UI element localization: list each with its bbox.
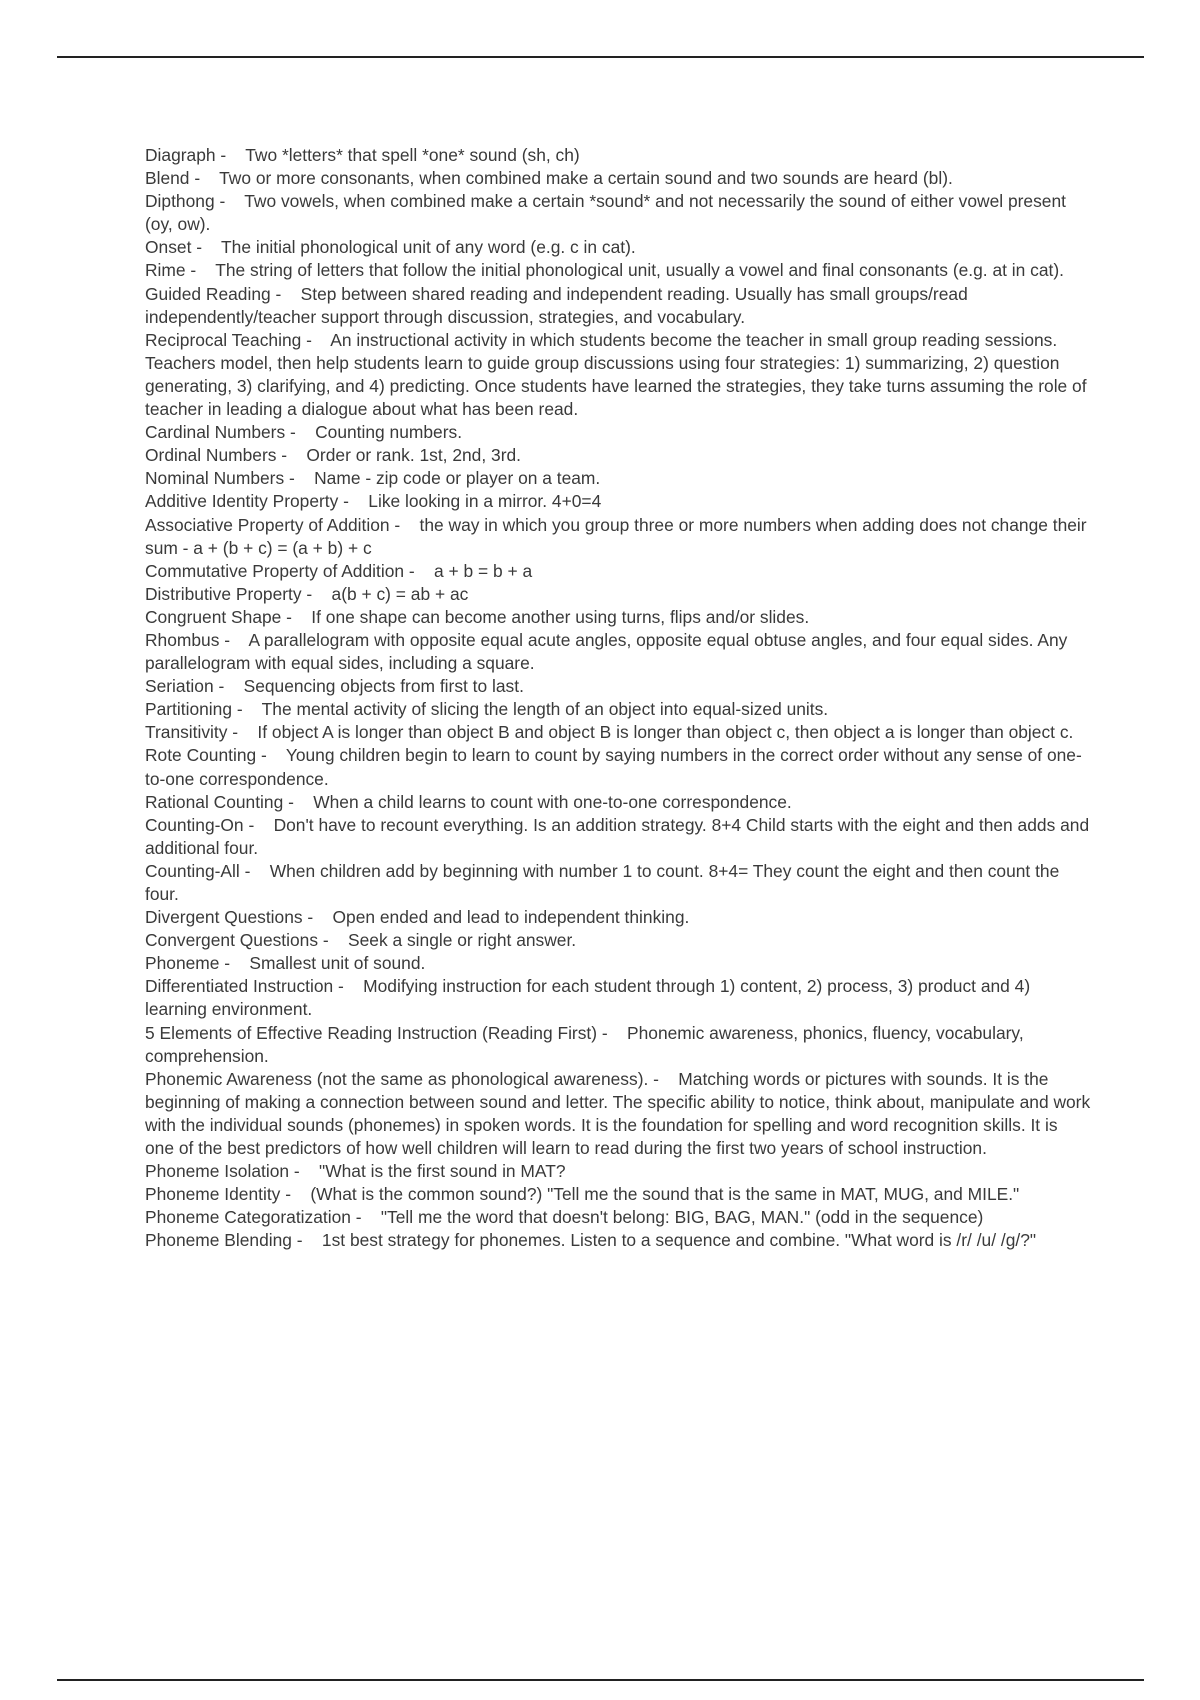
entry-separator: -	[291, 1230, 322, 1251]
glossary-entry	[145, 583, 1091, 606]
glossary-entry	[145, 490, 1091, 513]
entry-definition: a(b + c) = ab + ac	[331, 583, 469, 604]
glossary-entry	[145, 421, 1091, 444]
entry-term: Blend	[145, 168, 190, 189]
entry-term: Rote Counting	[145, 745, 257, 766]
glossary-entry	[145, 1206, 1091, 1229]
entry-definition: Don't have to recount everything. Is an addition strategy. 8+4 Child starts with the eight and then adds and additional four.	[145, 814, 1090, 858]
entry-separator: -	[338, 491, 369, 512]
entry-separator: -	[214, 191, 245, 212]
entry-separator: -	[350, 1207, 381, 1228]
entry-separator: -	[243, 814, 274, 835]
entry-term: Counting-On	[145, 814, 244, 835]
entry-separator: -	[219, 629, 249, 650]
entry-definition: The mental activity of slicing the length of an object into equal-sized units.	[261, 699, 829, 720]
entry-term: Seriation	[145, 676, 214, 697]
entry-separator: -	[256, 745, 286, 766]
entry-definition: A parallelogram with opposite equal acute angles, opposite equal obtuse angles, and four equal sides. Any parallelogram with equal sides, including a square.	[145, 629, 1068, 674]
entry-definition: Phonemic awareness, phonics, fluency, vocabulary, comprehension.	[145, 1022, 1024, 1066]
entry-separator: -	[213, 676, 244, 697]
entry-separator: -	[333, 976, 364, 997]
entry-term: Reciprocal Teaching	[145, 329, 302, 350]
entry-definition: When children add by beginning with number 1 to count. 8+4= They count the eight and then count the four.	[145, 860, 1060, 904]
entry-term: Phoneme Identity	[145, 1184, 281, 1205]
glossary-entry	[145, 952, 1091, 975]
entry-term: Additive Identity Property	[145, 491, 339, 512]
entry-term: Rational Counting	[145, 791, 284, 812]
entry-term: Distributive Property	[145, 583, 302, 604]
entry-definition: Step between shared reading and independent reading. Usually has small groups/read independently/teacher support through discussion, strategies, and vocabulary.	[145, 283, 968, 327]
entry-term: Diagraph	[145, 145, 216, 165]
entry-definition: The string of letters that follow the initial phonological unit, usually a vowel and final consonants (e.g. at in cat).	[215, 260, 1064, 281]
entry-definition: Seek a single or right answer.	[348, 930, 577, 951]
entry-definition: If object A is longer than object B and object B is longer than object c, then object a is longer than object c.	[257, 722, 1074, 743]
entry-term: Phonemic Awareness (not the same as phonological awareness).	[145, 1068, 649, 1089]
entry-definition: Like looking in a mirror. 4+0=4	[368, 491, 602, 512]
entry-term: Rhombus	[145, 629, 220, 650]
entry-separator: -	[280, 1184, 311, 1205]
entry-definition: Young children begin to learn to count by saying numbers in the correct order without any sense of one-to-one correspondence.	[145, 745, 1082, 789]
entry-separator: -	[239, 860, 270, 881]
entry-definition: Counting numbers.	[315, 422, 463, 443]
entry-separator: -	[215, 145, 246, 165]
entry-term: Nominal Numbers	[145, 468, 285, 489]
entry-separator: -	[648, 1068, 679, 1089]
glossary-entry	[145, 606, 1091, 629]
entry-separator: -	[270, 283, 301, 304]
glossary-entry	[145, 675, 1091, 698]
glossary-entry	[145, 514, 1091, 560]
entry-separator: -	[185, 260, 216, 281]
entry-separator: -	[232, 699, 262, 720]
glossary-entry	[145, 283, 1091, 329]
entry-term: Phoneme Blending	[145, 1230, 292, 1251]
glossary-entry	[145, 1229, 1091, 1252]
entry-separator: -	[219, 953, 250, 974]
entry-separator: -	[404, 560, 435, 581]
glossary-entry	[145, 560, 1091, 583]
glossary-body	[145, 144, 1091, 1253]
entry-definition: a + b = b + a	[434, 560, 533, 581]
glossary-entry	[145, 329, 1091, 421]
entry-definition: "What is the first sound in MAT?	[319, 1161, 566, 1182]
entry-definition: (What is the common sound?) "Tell me the sound that is the same in MAT, MUG, and MILE."	[310, 1184, 1020, 1205]
entry-separator: -	[281, 606, 312, 627]
glossary-entry	[145, 906, 1091, 929]
glossary-entry	[145, 467, 1091, 490]
glossary-entry	[145, 236, 1091, 259]
entry-definition: Two vowels, when combined make a certain *sound* and not necessarily the sound of either vowel present (oy, ow).	[145, 191, 1066, 235]
entry-term: Phoneme Isolation	[145, 1161, 290, 1182]
entry-term: Dipthong	[145, 191, 215, 212]
glossary-entry	[145, 698, 1091, 721]
entry-definition: Smallest unit of sound.	[249, 953, 426, 974]
entry-separator: -	[318, 930, 348, 951]
entry-term: Rime	[145, 260, 186, 281]
entry-definition: the way in which you group three or more numbers when adding does not change their sum - a + (b + c) = (a + b) + c	[145, 514, 1087, 558]
entry-separator: -	[283, 791, 314, 812]
entry-term: Phoneme Categoratization	[145, 1207, 351, 1228]
glossary-entry	[145, 791, 1091, 814]
entry-term: Onset	[145, 237, 192, 258]
entry-separator: -	[276, 445, 307, 466]
entry-term: Differentiated Instruction	[145, 976, 334, 997]
entry-term: Cardinal Numbers	[145, 422, 286, 443]
entry-definition: Sequencing objects from first to last.	[243, 676, 524, 697]
entry-term: Transitivity	[145, 722, 228, 743]
entry-separator: -	[284, 468, 315, 489]
entry-term: Convergent Questions	[145, 930, 319, 951]
entry-definition: An instructional activity in which students become the teacher in small group reading sessions. Teachers model, then help students learn to guide group discussions using four strategies: 1) summarizing, 2) question generating, 3) clarifying, and 4) predicting. Once students have learned the strategies, they take turns assuming the role of teacher in leading a dialogue about what has been read.	[145, 329, 1087, 420]
entry-definition: Two *letters* that spell *one* sound (sh, ch)	[245, 145, 580, 165]
entry-term: Partitioning	[145, 699, 233, 720]
entry-term: Divergent Questions	[145, 907, 303, 928]
glossary-entry	[145, 629, 1091, 675]
glossary-entry	[145, 190, 1091, 236]
entry-term: Guided Reading	[145, 283, 271, 304]
entry-term: Ordinal Numbers	[145, 445, 277, 466]
entry-definition: Modifying instruction for each student through 1) content, 2) process, 3) product and 4) learning environment.	[145, 976, 1031, 1020]
entry-separator: -	[189, 168, 220, 189]
entry-definition: Two or more consonants, when combined make a certain sound and two sounds are heard (bl).	[219, 168, 953, 189]
entry-separator: -	[285, 422, 316, 443]
glossary-entry	[145, 814, 1091, 860]
entry-term: Counting-All	[145, 860, 240, 881]
entry-definition: Order or rank. 1st, 2nd, 3rd.	[306, 445, 521, 466]
glossary-entry	[145, 144, 1091, 167]
entry-separator: -	[227, 722, 258, 743]
glossary-entry	[145, 444, 1091, 467]
glossary-entry	[145, 1022, 1091, 1068]
entry-definition: Matching words or pictures with sounds. It is the beginning of making a connection between sound and letter. The specific ability to notice, think about, manipulate and work with the individual sounds (phonemes) in spoken words. It is the foundation for spelling and word recognition skills. It is one of the best predictors of how well children will learn to read during the first two years of school instruction.	[145, 1068, 1091, 1159]
entry-separator: -	[191, 237, 222, 258]
glossary-entry	[145, 929, 1091, 952]
glossary-entry	[145, 744, 1091, 790]
entry-term: Commutative Property of Addition	[145, 560, 405, 581]
header-rule	[57, 56, 1144, 58]
entry-definition: When a child learns to count with one-to-one correspondence.	[313, 791, 792, 812]
entry-definition: "Tell me the word that doesn't belong: BIG, BAG, MAN." (odd in the sequence)	[380, 1207, 984, 1228]
glossary-entry	[145, 721, 1091, 744]
glossary-entry	[145, 1160, 1091, 1183]
entry-separator: -	[301, 583, 332, 604]
entry-definition: Name - zip code or player on a team.	[314, 468, 601, 489]
entry-separator: -	[302, 907, 333, 928]
entry-separator: -	[389, 514, 420, 535]
glossary-entry	[145, 860, 1091, 906]
glossary-entry	[145, 975, 1091, 1021]
entry-term: Congruent Shape	[145, 606, 282, 627]
entry-definition: Open ended and lead to independent thinking.	[332, 907, 690, 928]
entry-term: 5 Elements of Effective Reading Instruction (Reading First)	[145, 1022, 598, 1043]
entry-definition: The initial phonological unit of any word (e.g. c in cat).	[221, 237, 636, 258]
entry-separator: -	[597, 1022, 627, 1043]
entry-separator: -	[301, 329, 331, 350]
glossary-entry	[145, 167, 1091, 190]
entry-term: Phoneme	[145, 953, 220, 974]
glossary-entry	[145, 1183, 1091, 1206]
glossary-entry	[145, 259, 1091, 282]
entry-definition: If one shape can become another using turns, flips and/or slides.	[311, 606, 810, 627]
entry-definition: 1st best strategy for phonemes. Listen to a sequence and combine. "What word is /r/ /u/ /g/?"	[321, 1230, 1037, 1251]
entry-term: Associative Property of Addition	[145, 514, 390, 535]
glossary-entry	[145, 1068, 1091, 1160]
footer-rule	[57, 1679, 1144, 1681]
entry-separator: -	[289, 1161, 320, 1182]
